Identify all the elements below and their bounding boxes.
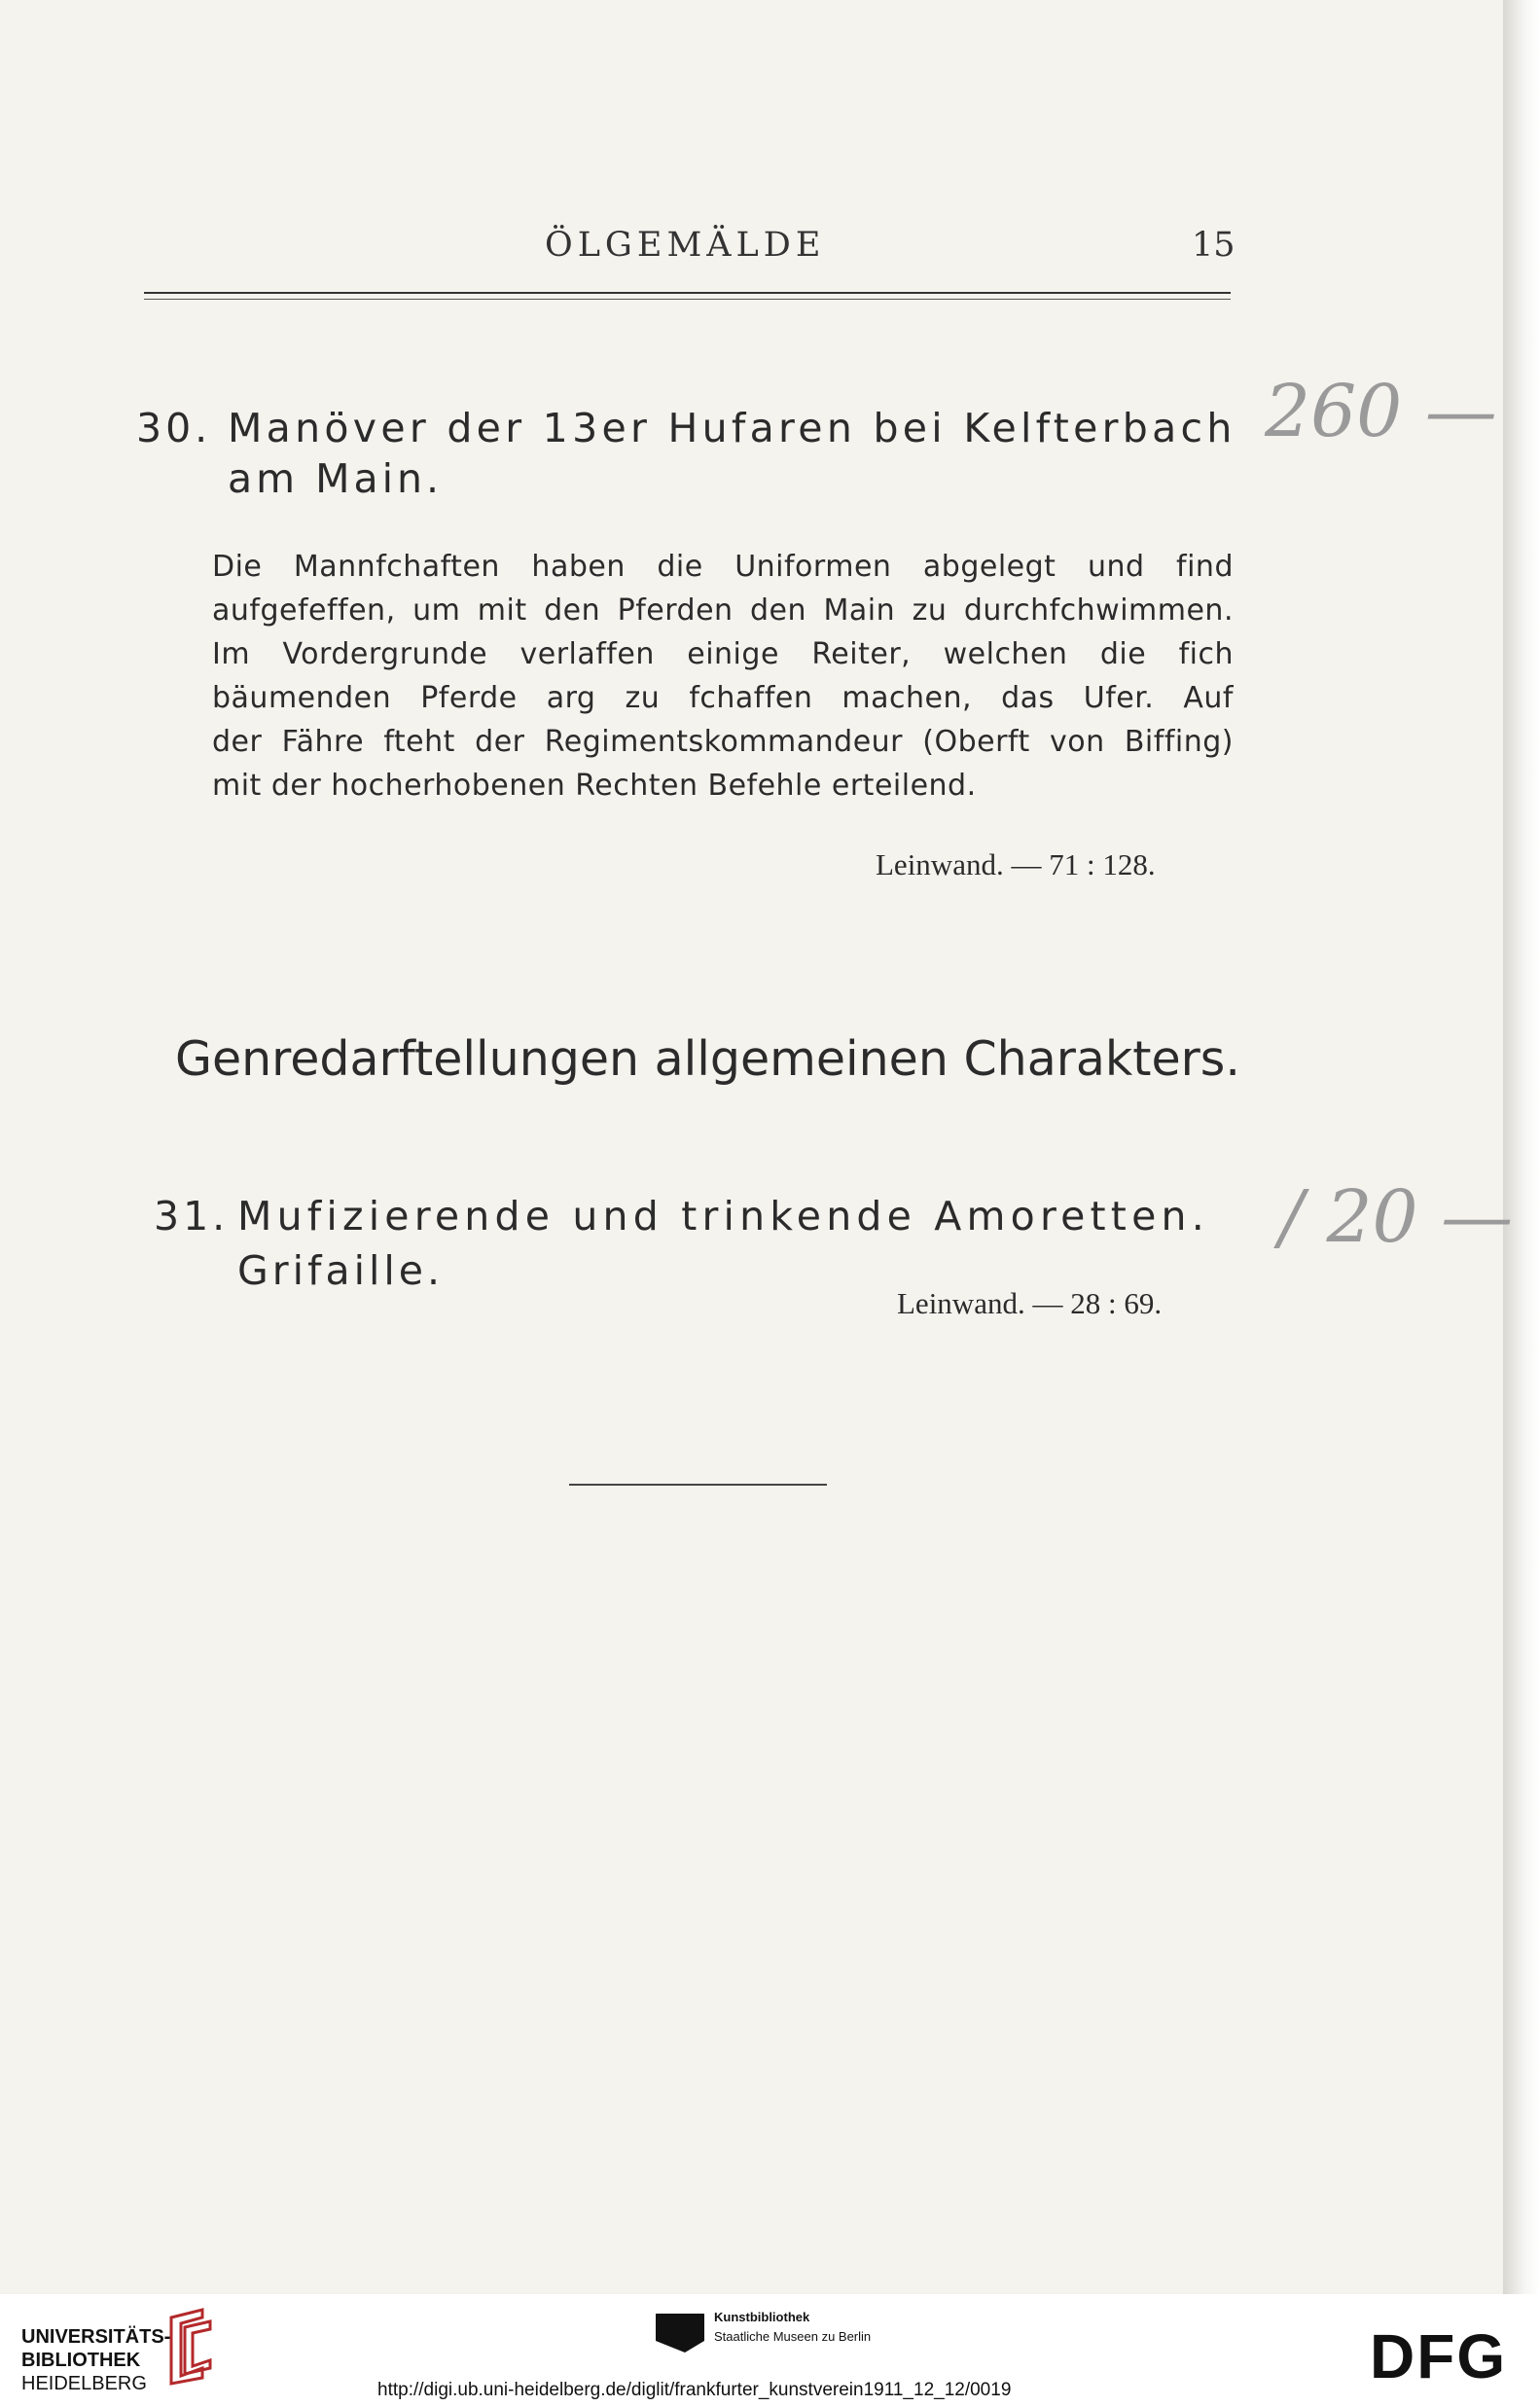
description-line: aufgefeffen, um mit den Pferden den Main zu durchfchwimmen. [212, 593, 1234, 628]
entry-30-description [212, 545, 1234, 808]
end-rule [569, 1484, 827, 1486]
ub-emblem-icon [163, 2308, 216, 2386]
description-line: der Fähre fteht der Regimentskommandeur (Oberft von Biffing) [212, 725, 1234, 759]
entry-30-title-line-1: Manöver der 13er Hufaren bei Kelfterbach [228, 405, 1236, 451]
running-header-title: ÖLGEMÄLDE [545, 226, 826, 265]
ub-logo-line: UNIVERSITÄTS- [21, 2326, 171, 2348]
description-line: bäumenden Pferde arg zu fchaffen machen, das Ufer. Auf [212, 681, 1234, 715]
entry-30-medium: Leinwand. — 71 : 128. [876, 847, 1156, 881]
page-edge [1503, 0, 1540, 2294]
entry-31-title-line-1: Mufizierende und trinkende Amoretten. [237, 1193, 1209, 1239]
entry-31-title-line-2: Grifaille. [237, 1247, 445, 1294]
entry-30-title-line-2: am Main. [228, 455, 444, 502]
ub-logo-line: HEIDELBERG [21, 2373, 147, 2394]
kunstbibliothek-eagle-icon [656, 2314, 704, 2368]
kb-line: Kunstbibliothek [714, 2310, 810, 2324]
entry-30-pencil-price: 260 — [1265, 370, 1497, 453]
entry-31-pencil-price: / 20 — [1279, 1175, 1514, 1259]
ub-logo-line: BIBLIOTHEK [21, 2350, 141, 2371]
kb-line: Staatliche Museen zu Berlin [714, 2329, 872, 2344]
page-number: 15 [1192, 226, 1236, 265]
description-line: mit der hocherhobenen Rechten Befehle erteilend. [212, 769, 977, 803]
header-rule [144, 292, 1231, 300]
dfg-logo: DFG [1370, 2321, 1508, 2391]
section-heading: Genredarftellungen allgemeinen Charakters. [175, 1031, 1240, 1087]
entry-31-medium: Leinwand. — 28 : 69. [897, 1286, 1163, 1320]
description-line: Im Vordergrunde verlaffen einige Reiter, welchen die fich [212, 637, 1234, 671]
description-line: Die Mannfchaften haben die Uniformen abgelegt und find [212, 550, 1234, 584]
ub-heidelberg-logo [21, 2325, 170, 2395]
entry-31-number: 31. [154, 1193, 230, 1239]
permalink-url[interactable]: http://digi.ub.uni-heidelberg.de/diglit/frankfurter_kunstverein1911_12_12/0019 [377, 2380, 1012, 2400]
entry-30-number: 30. [136, 405, 212, 451]
kunstbibliothek-logo-text [714, 2308, 871, 2347]
